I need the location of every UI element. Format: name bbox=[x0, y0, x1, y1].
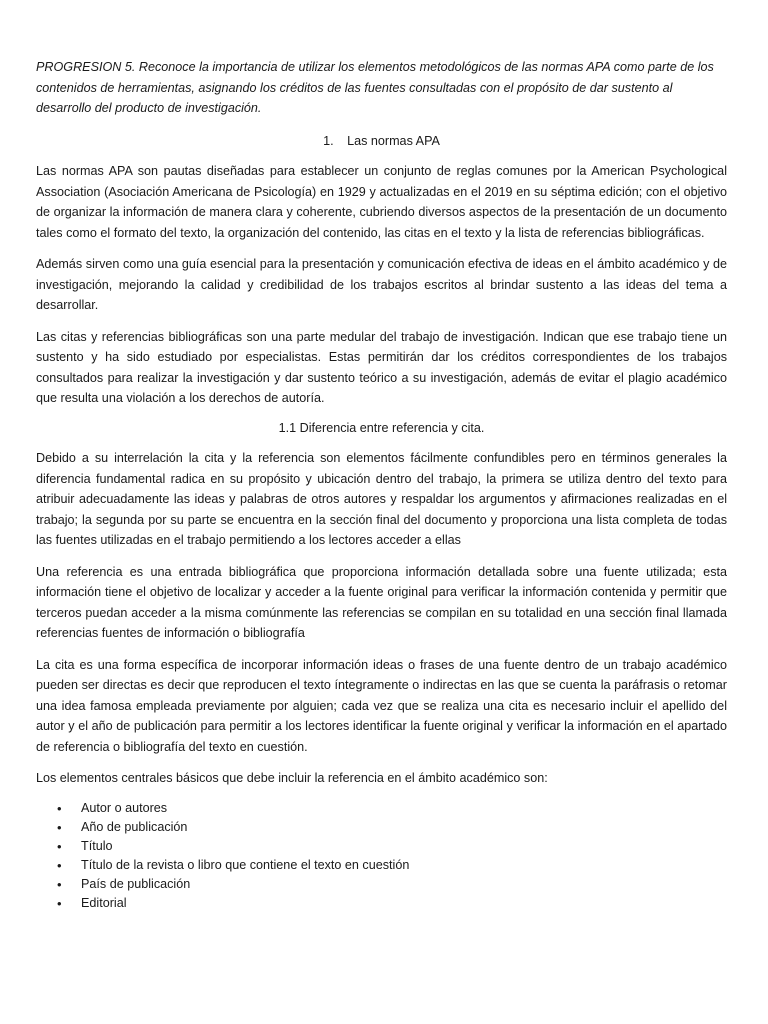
list-item bbox=[36, 875, 727, 894]
bullet-icon: • bbox=[57, 819, 62, 835]
paragraph-elements-intro: Los elementos centrales básicos que debe incluir la referencia en el ámbito académico son: bbox=[36, 771, 548, 785]
list-item-text: País de publicación bbox=[81, 876, 191, 891]
paragraph-reference-definition: Una referencia es una entrada bibliográfica que proporciona información detallada sobre una fuente utilizada; esta información tiene el objetivo de localizar y acceder a la fuente original para verificar la información contenida y permitir que terceros puedan acceder a la misma comúnmente las referencias se compilan en su totalidad en una sección final llamada referencias fuentes de información o bibliografía bbox=[36, 564, 727, 640]
paragraph-apa-definition: Las normas APA son pautas diseñadas para establecer un conjunto de reglas comunes por la American Psychological Association (Asociación Americana de Psicología) en 1929 y actualizadas en el 2019 en su séptima edición; con el objetivo de organizar la información de manera clara y coherente, cubriendo diversos aspectos de la presentación de un documento tales como el formato del texto, la organización del contenido, las citas en el texto y la lista de referencias bibliográficas. bbox=[36, 164, 727, 240]
list-item-text: Año de publicación bbox=[81, 819, 188, 834]
list-item bbox=[36, 818, 727, 837]
paragraph-apa-purpose: Además sirven como una guía esencial para la presentación y comunicación efectiva de ideas en el ámbito académico y de investigación, mejorando la calidad y credibilidad de los trabajos escritos al brindar sustento a las ideas del tema a desarrollar. bbox=[36, 257, 727, 312]
progression-intro: PROGRESION 5. Reconoce la importancia de utilizar los elementos metodológicos de las normas APA como parte de los contenidos de herramientas, asignando los créditos de las fuentes consultadas con el propósito de dar sustento al desarrollo del producto de investigación. bbox=[36, 60, 714, 115]
list-item bbox=[36, 894, 727, 913]
paragraph-citation-definition: La cita es una forma específica de incorporar información ideas o frases de una fuente dentro de un trabajo académico pueden ser directas es decir que reproducen el texto íntegramente o indirectas en las que se cuenta la paráfrasis o retomar una idea famosa empleada previamente por alguien; cada vez que se realiza una cita es necesario incluir el apellido del autor y el año de publicación para permitir a los lectores identificar la fuente original y verificar la información en el apartado de referencia o bibliografía del texto en cuestión. bbox=[36, 657, 727, 754]
section-1-number: 1. bbox=[323, 133, 334, 148]
list-item bbox=[36, 799, 727, 818]
section-1-title: Las normas APA bbox=[347, 133, 440, 148]
bullet-icon: • bbox=[57, 857, 62, 873]
reference-elements-list bbox=[36, 799, 727, 913]
section-1-heading bbox=[36, 131, 727, 152]
bullet-icon: • bbox=[57, 895, 62, 911]
section-1-1-heading: 1.1 Diferencia entre referencia y cita. bbox=[278, 420, 485, 435]
document-page bbox=[36, 57, 727, 913]
bullet-icon: • bbox=[57, 876, 62, 892]
list-item-text: Título de la revista o libro que contiene el texto en cuestión bbox=[81, 857, 410, 872]
list-item-text: Título bbox=[81, 838, 113, 853]
bullet-icon: • bbox=[57, 838, 62, 854]
list-item-text: Autor o autores bbox=[81, 800, 168, 815]
list-item-text: Editorial bbox=[81, 895, 127, 910]
bullet-icon: • bbox=[57, 800, 62, 816]
list-item bbox=[36, 837, 727, 856]
list-item bbox=[36, 856, 727, 875]
paragraph-citations-importance: Las citas y referencias bibliográficas son una parte medular del trabajo de investigación. Indican que ese trabajo tiene un sustento y ha sido estudiado por especialistas. Estas permitirán dar los créditos correspondientes de los trabajos consultados para realizar la investigación y dar sustento teórico a su investigación, además de evitar el plagio académico que resulta una violación a los derechos de autoría. bbox=[36, 329, 727, 405]
paragraph-difference: Debido a su interrelación la cita y la referencia son elementos fácilmente confundibles pero en términos generales la diferencia fundamental radica en su propósito y ubicación dentro del trabajo, la primera se utiliza dentro del texto para atribuir adecuadamente las ideas y palabras de otros autores y respaldar los argumentos y afirmaciones realizadas en el trabajo; la segunda por su parte se encuentra en la sección final del documento y proporciona una lista completa de todas las fuentes utilizadas en el trabajo permitiendo a los lectores acceder a ellas bbox=[36, 451, 727, 547]
